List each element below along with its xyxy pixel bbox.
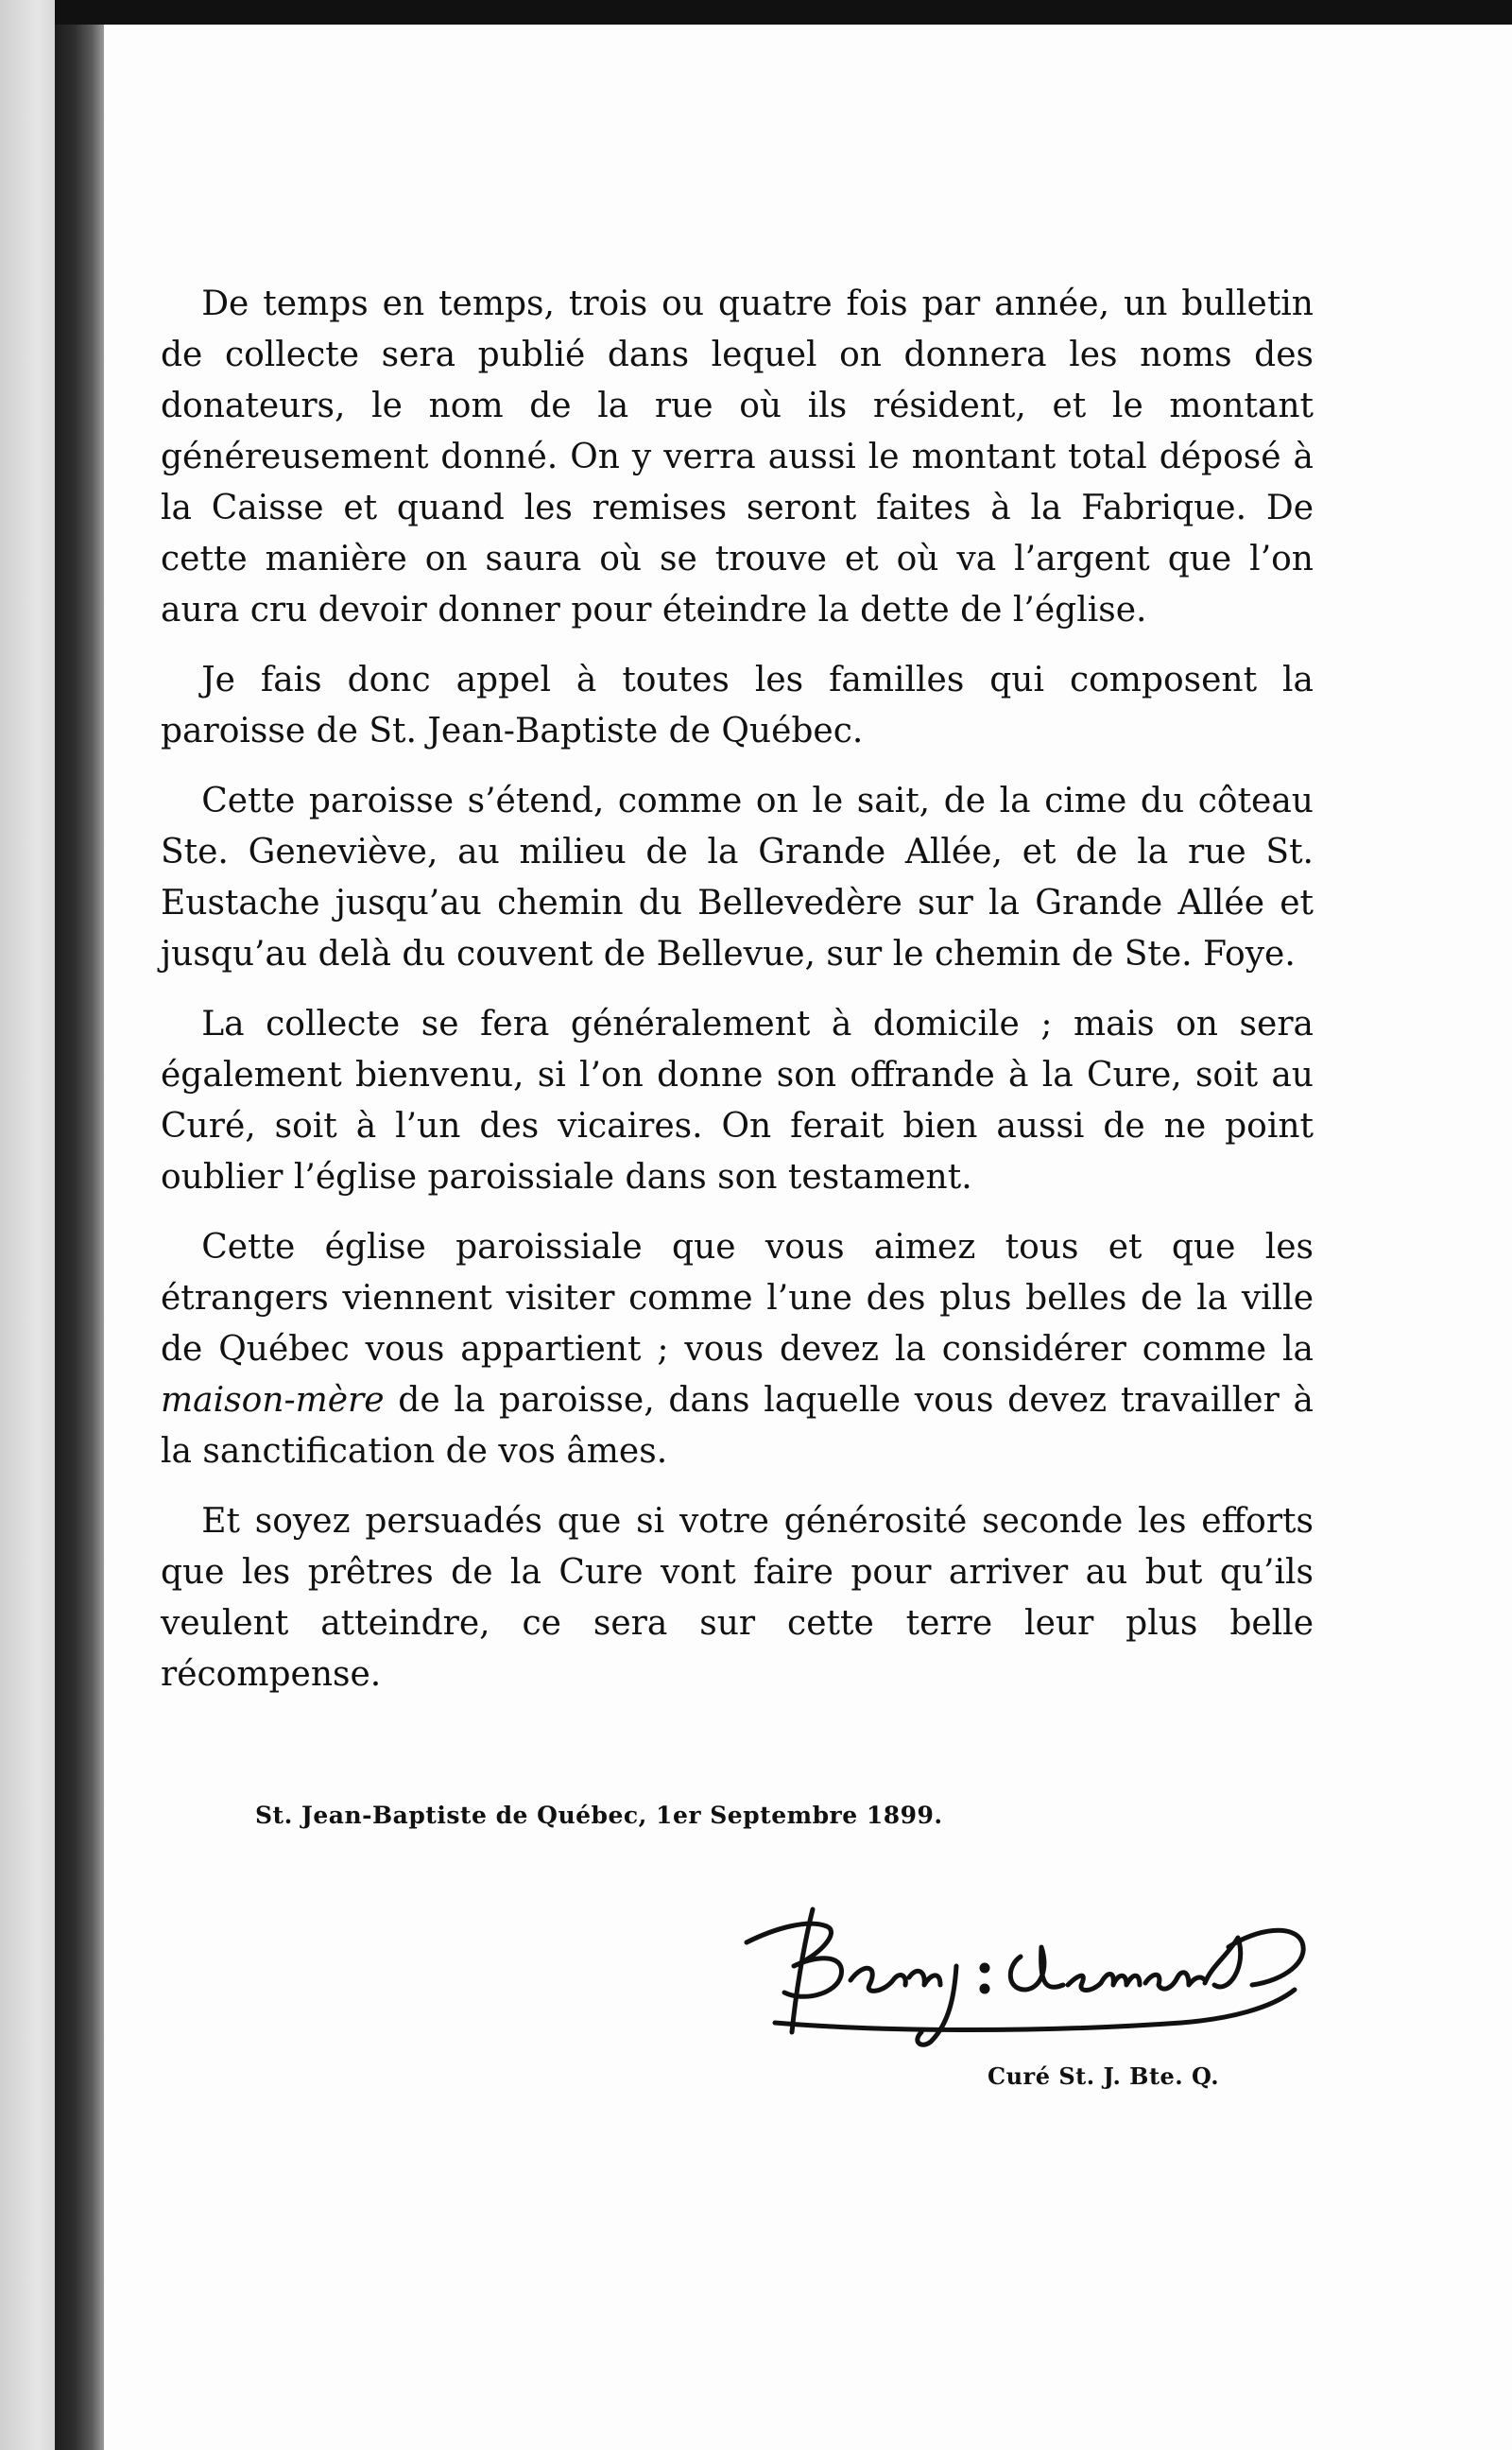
paragraph-closing: Et soyez persuadés que si votre générosité seconde les efforts que les prêtres de la Cure vont faire pour arriver au but qu’ils veulent atteindre, ce sera sur cette terre leur plus belle récompense. <box>161 1502 1314 1694</box>
scan-left-margin <box>0 0 55 2450</box>
paragraph-church <box>161 1222 1314 1477</box>
paragraph-collection: La collecte se fera généralement à domicile ; mais on sera également bienvenu, si l’on donne son offrande à la Cure, soit au Curé, soit à l’un des vicaires. On ferait bien aussi de ne point oublier l’église paroissiale dans son testament. <box>161 1005 1314 1197</box>
paragraph-bulletin: De temps en temps, trois ou quatre fois par année, un bulletin de collecte sera publié dans lequel on donnera les noms des donateurs, le nom de la rue où ils résident, et le montant généreusement donné. On y verra aussi le montant total déposé à la Caisse et quand les remises seront faites à la Fabrique. De cette manière on saura où se trouve et où va l’argent que l’on aura cru devoir donner pour éteindre la dette de l’église. <box>161 285 1314 630</box>
paragraph-church-start: Cette église paroissiale que vous aimez tous et que les étrangers viennent visiter comme l’une des plus belles de la ville de Québec vous appartient ; vous devez la considérer comme la <box>161 1228 1314 1369</box>
paragraph-appeal: Je fais donc appel à toutes les familles qui composent la paroisse de St. Jean-Baptiste de Québec. <box>161 661 1314 751</box>
letter-body <box>161 279 1314 1719</box>
paragraph-church-end: de la paroisse, dans laquelle vous devez travailler à la sanctification de vos âmes. <box>161 1381 1314 1471</box>
signatory-title: Curé St. J. Bte. Q. <box>988 2062 1220 2090</box>
paragraph-church-emphasis: maison-mère <box>161 1381 385 1420</box>
book-binding-shadow <box>55 25 104 2450</box>
scan-top-edge <box>0 0 1512 25</box>
date-line: St. Jean-Baptiste de Québec, 1er Septembre 1899. <box>255 1802 943 1829</box>
paragraph-parish-bounds: Cette paroisse s’étend, comme on le sait, de la cime du côteau Ste. Geneviève, au milieu de la Grande Allée, et de la rue St. Eustache jusqu’au chemin du Bellevedère sur la Grande Allée et jusqu’au delà du couvent de Bellevue, sur le chemin de Ste. Foye. <box>161 782 1314 974</box>
handwritten-signature <box>737 1890 1323 2061</box>
